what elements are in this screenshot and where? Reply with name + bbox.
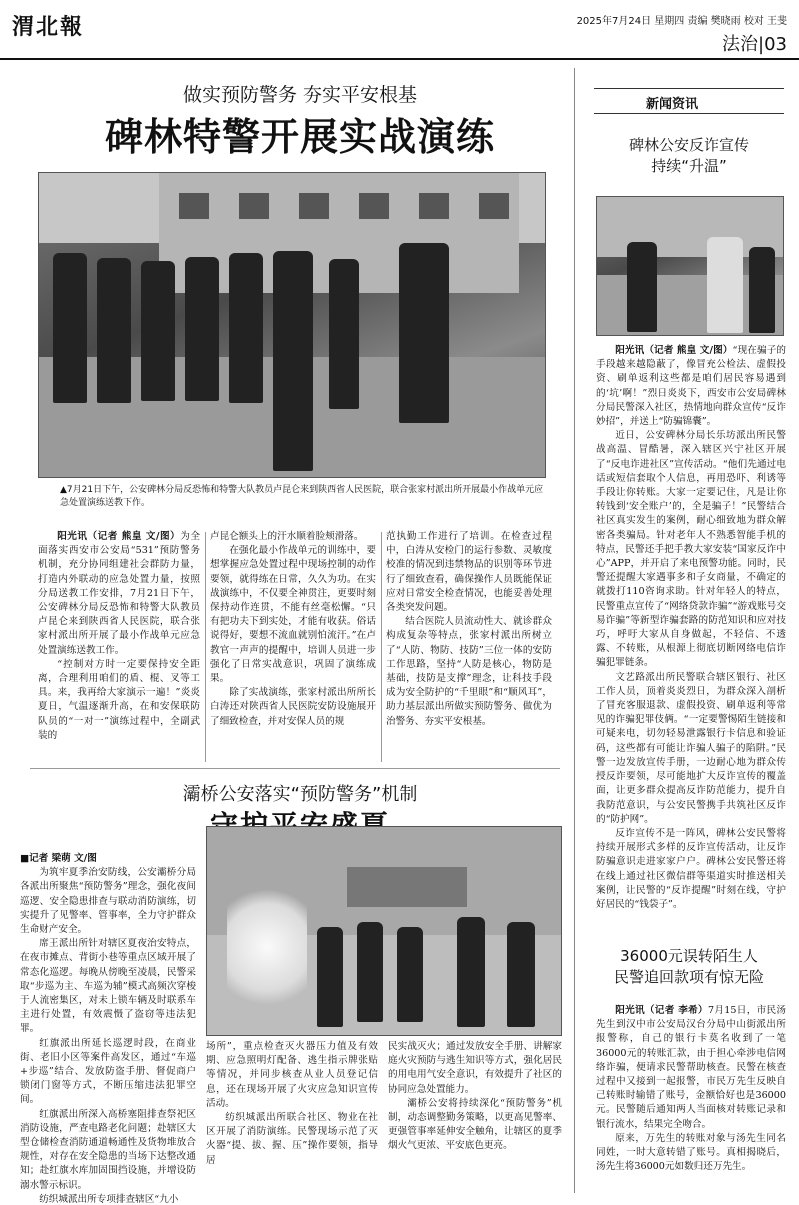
article1-col2: [210, 530, 376, 729]
article2-col1-p6: 纺织城派出所专项排查辖区“九小: [39, 1193, 179, 1205]
section-label: 法治|03: [722, 34, 787, 55]
article1-col1: [38, 530, 200, 743]
article1-photo: [38, 172, 546, 478]
article1-kicker: 做实预防警务 夯实平安根基: [182, 84, 418, 106]
sidebar-story2-body: [596, 1004, 786, 1174]
article2-col3: [388, 1040, 562, 1154]
sidebar-story1-p4: 反诈宣传不是一阵风，碑林公安民警将持续开展形式多样的反诈宣传活动，让反诈防骗意识走进家家户户。碑林公安民警还将在线上通过社区微信群等渠道实时推送相关案例，让民警的“反诈提醒”时刻在线，守护好居民的“钱袋子”。: [596, 827, 786, 910]
sidebar-story1-p3: 文艺路派出所民警联合辖区银行、社区工作人员，顶着炎炎烈日，为群众深入剖析了冒充客服退款、虚假投资、刷单返利等常见的诈骗犯罪伎俩。“一定要警惕陌生链接和可疑来电，切勿轻易泄露银行卡信息和验证码，这些都有可能让诈骗人骗子的陷阱。”民警一边发放宣传手册，一边耐心地为群众传授反诈要领，尽可能地扩大反诈宣传的覆盖面，让更多群众提高反诈防范能力，提升自我防范意识，与公安民警携手共筑社区反诈的“防护网”。: [596, 671, 786, 825]
sidebar-story1-body: [596, 344, 786, 912]
sidebar-story2-p1: 阳光讯（记者 李希）7月15日，市民汤先生到汉中市公安局汉台分局中山街派出所报警称，自己的银行卡莫名收到了一笔36000元的转账汇款，由于担心牵涉电信网络诈骗，便请求民警帮助核查。民警在核查过程中又接到一起报警，市民万先生反映自己转账时输错了账号，金额恰好也是36000元。民警随后通知两人当面核对转账记录和银行流水，结果完全吻合。: [596, 1005, 787, 1130]
article1-col2-p3: 除了实战演练，张家村派出所所长白涛还对陕西省人民医院安防设施展开了细致检查，并对安保人员的规: [210, 687, 376, 727]
article2-col3-p1: 民实战灭火；通过发放安全手册、讲解家庭火灾预防与逃生知识等方式，强化居民的用电用气安全意识，有效提升了社区的协同应急处置能力。: [388, 1041, 562, 1095]
article1-headline: 碑林特警开展实战演练: [104, 115, 495, 159]
article2-col2-p1: 场所”，重点检查灭火器压力值及有效期、应急照明灯配备、逃生指示牌张贴等情况，并同步核查从业人员登记信息，还在现场开展了火灾应急知识宣传活动。: [206, 1041, 378, 1109]
masthead-logo: 渭北報: [12, 14, 85, 40]
sidebar-story1-headline-line2: 持续“升温”: [651, 157, 727, 175]
article2-col1: [20, 852, 196, 1205]
article2-byline: ■记者 梁萌 文/图: [20, 853, 97, 864]
article2-col1-p5: 红旗派出所深入高桥塞阻排查祭祀区消防设施，严查电路老化问题；赴辖区大型仓储检查消防通道畅通性及货物堆放合规性，对存在安全隐患的当场下达整改通知；赴红旗水库加固围挡设施，并增设防溺水警示标识。: [20, 1108, 196, 1191]
article1-col2-p1: 卢昆仑额头上的汗水顺着脸颊滑落。: [210, 531, 364, 542]
article1-caption: ▲7月21日下午，公安碑林分局反恐怖和特警大队教员卢昆仑来到陕西省人民医院，联合张家村派出所开展最小作战单元应急处置演练送教下作。: [60, 485, 544, 508]
article1-col1-p2: “控制对方时一定要保持安全距离，合理利用咱们的盾、棍、叉等工具。来，我再给大家演示一遍！”炎炎夏日，气温逐渐升高，在和安保联防队员的“一对一”演练过程中，全副武装的: [38, 658, 200, 741]
article2-col1-p3: 席王派出所针对辖区夏夜治安特点，在夜市摊点、背街小巷等重点区域开展了常态化巡逻。每晚从傍晚至凌晨，民警采取“步巡为主、车巡为辅”模式高频次穿梭于人流密集区，对未上锁车辆及时联系车主进行处置，有效震慑了盗窃等违法犯罪。: [20, 938, 196, 1035]
article1-col3-p1: 范执勤工作进行了培训。在检查过程中，白涛从安检门的运行参数、灵敏度校准的情况到违禁物品的识别等环节进行了细致查看，确保操作人员既能保证应对日常安全检查情况，也能妥善处理各类突发问题。: [386, 531, 552, 614]
sidebar-story2-p2: 原来，万先生的转账对象与汤先生同名同姓，一时大意转错了账号。真相揭晓后，汤先生将36000元如数归还万先生。: [596, 1132, 786, 1173]
sidebar-story2-headline-line2: 民警追回款项有惊无险: [613, 968, 764, 986]
article1-col2-p2: 在强化最小作战单元的训练中，要想掌握应急处置过程中现场控制的动作要领，就得练在日常，久久为功。在实战演练中，不仅要全神贯注，更要时刻保持动作连贯，不能有丝毫松懈。“只有把功夫下到实处，才能有收获。俗话说得好，要想不流血就别怕流汗。”在卢教官一声声的提醒中，培训人员进一步强化了日常实战意识，巩固了演练成果。: [210, 545, 376, 685]
top-rule: [0, 58, 799, 60]
article2-col2-p2: 纺织城派出所联合社区、物业在社区开展了消防演练。民警现场示范了灭火器“提、拔、握、压”操作要领，指导居: [206, 1112, 378, 1166]
sidebar-story1-p1: 阳光讯（记者 熊皇 文/图）“现在骗子的手段越来越隐蔽了，像冒充公检法、虚假投资、刷单返利这些都是咱们居民容易遇到的‘坑’啊！”烈日炎炎下，西安市公安局碑林分局民警深入社区，热情地向群众宣传“反诈妙招”，并送上“防骗锦囊”。: [596, 345, 787, 428]
sidebar-story1-p2: 近日，公安碑林分局长乐坊派出所民警战高温、冒酷暑，深入辖区兴宁社区开展了“反电诈进社区”宣传活动。“他们先通过电话或短信套取个人信息，再用恐吓、利诱等手段让你转账。大家一定要记住，凡是让你转钱到‘安全账户’的，全是骗子！”民警结合社区真实发生的案例，耐心细致地为群众解密各类骗局。针对老年人不熟悉智能手机的特点，民警还手把手教大家安装“国家反诈中心”APP，并开启了来电预警功能。同时，民警还提醒大家遇事多和子女商量，不确定的就拨打110咨询求助。针对年轻人的特点，民警重点宣传了“网络贷款诈骗”“游戏账号交易诈骗”等新型诈骗套路的防范知识和应对技巧，呼吁大家从自身做起，不轻信、不透露、不转账，从根源上彻底切断网络电信诈骗犯罪链条。: [596, 430, 786, 669]
article2-col1-p4: 红旗派出所延长巡逻时段，在商业街、老旧小区等案件高发区，通过“车巡+步巡”结合、发放防盗手册、督促商户锁闭门窗等方式，不断压缩违法犯罪空间。: [20, 1037, 196, 1106]
sidebar-story1-photo: [596, 196, 784, 336]
article1-col3-p2: 结合医院人员流动性大、就诊群众构成复杂等特点，张家村派出所树立了“人防、物防、技防”三位一体的安防工作思路，坚持“人防是核心，物防是基础，技防是支撑”理念，让科技手段成为安全防护的“千里眼”和“顺风耳”，助力基层派出所做实预防警务、做优为治警务、夯实平安根基。: [386, 616, 552, 727]
col-divider: [205, 532, 206, 762]
sidebar-label-bar: [594, 88, 784, 114]
article2-col2: [206, 1040, 378, 1168]
article2-col3-p2: 灞桥公安将持续深化“预防警务”机制，动态调整勤务策略，以更高见警率、更强管事率延伸安全触角，让辖区的夏季烟火气更浓、平安底色更亮。: [388, 1097, 562, 1152]
dateline: 2025年7月24日 星期四 责编 樊晓雨 校对 王斐: [576, 16, 787, 27]
article2-col1-p2: 为筑牢夏季治安防线，公安灞桥分局各派出所聚焦“预防警务”理念，强化夜间巡逻、安全隐患排查与联动消防演练，切实提升了见警率、管事率，全力守护群众生命财产安全。: [20, 867, 196, 936]
sidebar-story1-headline-line1: 碑林公安反诈宣传: [628, 136, 749, 154]
article1-col1-p1: 阳光讯（记者 熊皇 文/图）为全面落实西安市公安局“531”预防警务机制，充分协同组建社会群防力量，打造内外联动的应急处置力量，按照分局送教工作安排，7月21日下午，公安碑林分局反恐怖和特警大队教员卢昆仑来到陕西省人民医院，联合张家村派出所开展了最小作战单元应急处置演练送教工作。: [38, 531, 201, 656]
article-separator: [30, 768, 560, 769]
article2-kicker: 灞桥公安落实“预防警务”机制: [182, 784, 418, 805]
article1-col3: [386, 530, 552, 729]
article2-photo: [206, 826, 562, 1036]
sidebar-divider: [574, 68, 575, 1193]
sidebar-label: 新闻资讯: [646, 97, 699, 112]
sidebar-story2-headline-line1: 36000元误转陌生人: [620, 947, 758, 965]
col-divider: [381, 532, 382, 762]
